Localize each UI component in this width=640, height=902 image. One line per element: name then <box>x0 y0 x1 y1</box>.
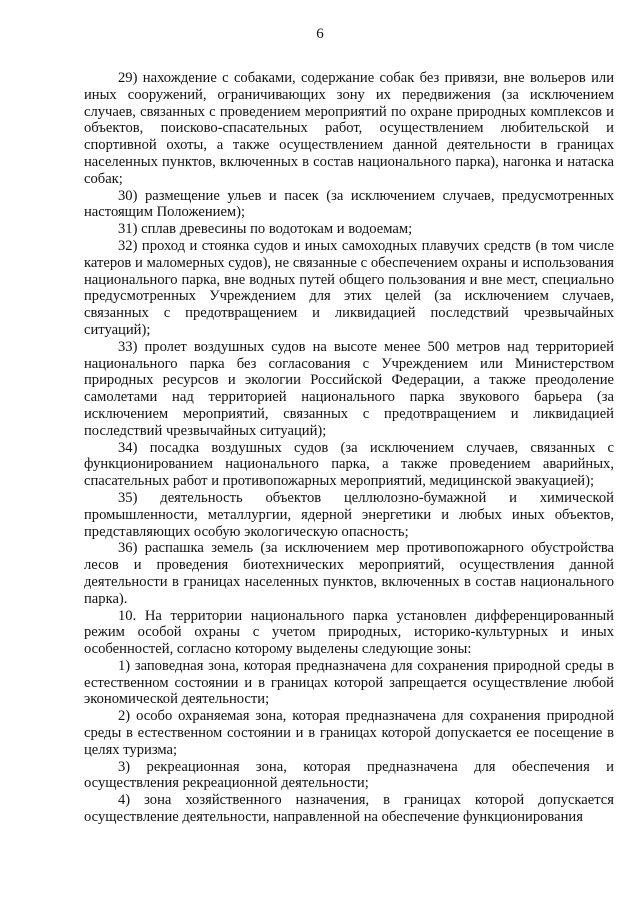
paragraph-zone-2: 2) особо охраняемая зона, которая предназначена для сохранения природной среды в естественном состоянии и в границах которой допускается ее посещение в целях туризма; <box>84 708 614 758</box>
paragraph-zone-4: 4) зона хозяйственного назначения, в границах которой допускается осуществление деятельности, направленной на обеспечение функционирования <box>84 792 614 826</box>
paragraph-item-29: 29) нахождение с собаками, содержание собак без привязи, вне вольеров или иных сооружений, ограничивающих зону их передвижения (за исключением случаев, связанных с проведением мероприятий по охране природных комплексов и объектов, поисково-спасательных работ, осуществлением любительской и спортивной охоты, а также осуществлением данной деятельности в границах населенных пунктов, включенных в состав национального парка), нагонка и натаска собак; <box>84 70 614 187</box>
paragraph-item-30: 30) размещение ульев и пасек (за исключением случаев, предусмотренных настоящим Положением); <box>84 187 614 221</box>
paragraph-section-10: 10. На территории национального парка установлен дифференцированный режим особой охраны с учетом природных, историко-культурных и иных особенностей, согласно которому выделены следующие зоны: <box>84 607 614 658</box>
paragraph-item-35: 35) деятельность объектов целлюлозно-бумажной и химической промышленности, металлургии, ядерной энергетики и любых иных объектов, представляющих особую экологическую опасность; <box>84 489 614 540</box>
paragraph-item-32: 32) проход и стоянка судов и иных самоходных плавучих средств (в том числе катеров и маломерных судов), не связанные с обеспечением охраны и использования национального парка, вне водных путей общего пользования и вне мест, специально предусмотренных Учреждением для этих целей (за исключением случаев, связанных с предотвращением и ликвидацией последствий чрезвычайных ситуаций); <box>84 237 614 338</box>
paragraph-item-34: 34) посадка воздушных судов (за исключением случаев, связанных с функционированием национального парка, а также проведением аварийных, спасательных работ и противопожарных мероприятий, медицинской эвакуацией); <box>84 439 614 490</box>
paragraph-item-31: 31) сплав древесины по водотокам и водоемам; <box>118 221 413 238</box>
page-number: 6 <box>316 26 324 42</box>
paragraph-item-33: 33) пролет воздушных судов на высоте менее 500 метров над территорией национального парка без согласования с Учреждением или Министерством природных ресурсов и экологии Российской Федерации, а также преодоление самолетами над территорией национального парка звукового барьера (за исключением мероприятий, связанных с предотвращением и ликвидацией последствий чрезвычайных ситуаций); <box>84 338 614 439</box>
paragraph-zone-1: 1) заповедная зона, которая предназначена для сохранения природной среды в естественном состоянии и в границах которой запрещается осуществление любой экономической деятельности; <box>84 657 614 708</box>
document-body <box>84 70 614 826</box>
paragraph-zone-3: 3) рекреационная зона, которая предназначена для обеспечения и осуществления рекреационной деятельности; <box>84 758 614 792</box>
paragraph-item-36: 36) распашка земель (за исключением мер противопожарного обустройства лесов и проведения биотехнических мероприятий, осуществления данной деятельности в границах населенных пунктов, включенных в состав национального парка). <box>84 540 614 607</box>
